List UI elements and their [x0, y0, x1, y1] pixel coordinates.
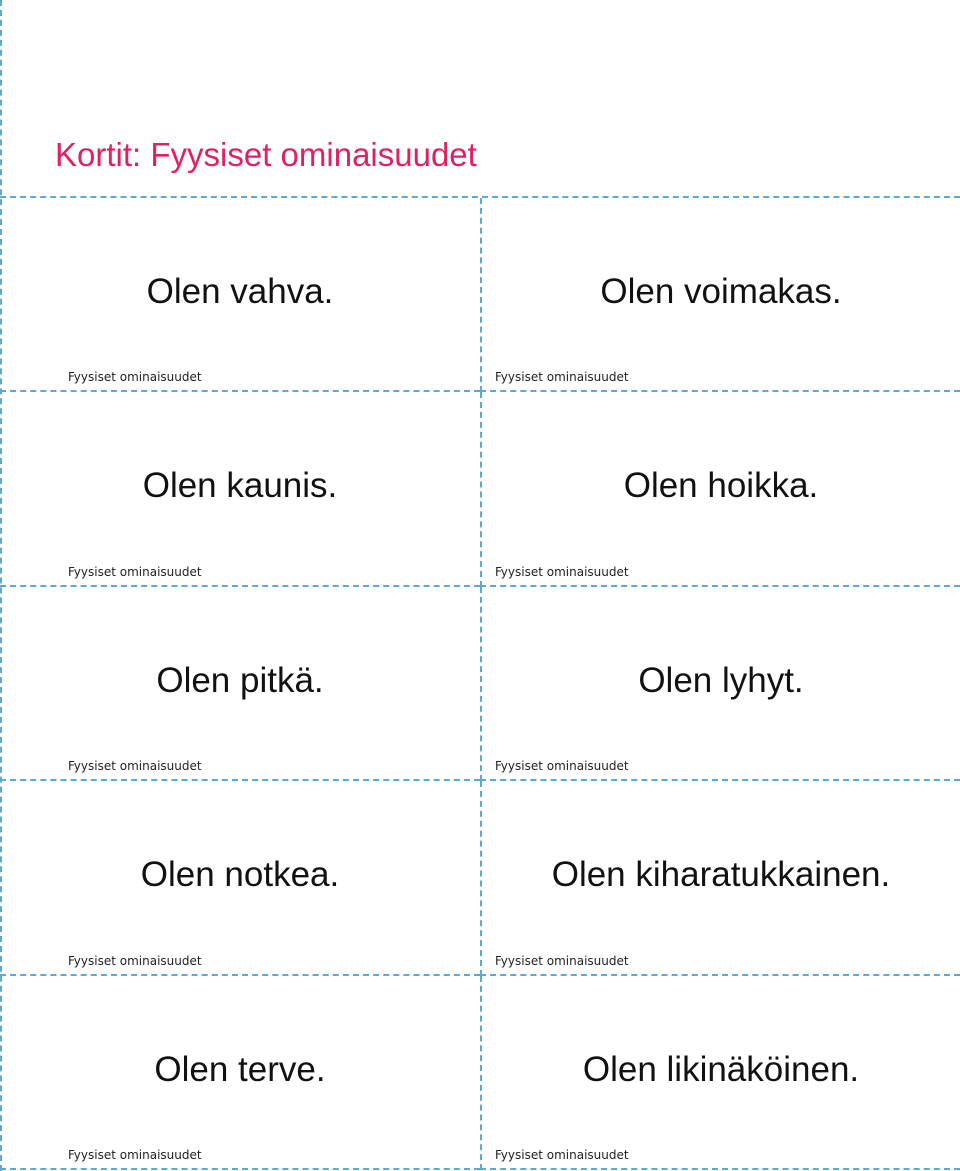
card-text: Olen lyhyt. [638, 660, 804, 700]
card-category-label: Fyysiset ominaisuudet [495, 564, 629, 579]
card-text: Olen terve. [154, 1049, 326, 1089]
card [480, 781, 960, 975]
card [0, 392, 480, 586]
card-text: Olen vahva. [146, 272, 334, 311]
card-text: Olen kaunis. [142, 466, 338, 506]
card-text: Olen hoikka. [623, 466, 819, 506]
card-category-label: Fyysiset ominaisuudet [495, 370, 629, 385]
card-category-label: Fyysiset ominaisuudet [68, 953, 202, 968]
card-category-label: Fyysiset ominaisuudet [68, 759, 202, 774]
card [0, 781, 480, 975]
card [480, 587, 960, 781]
page-title: Kortit: Fyysiset ominaisuudet [55, 136, 477, 173]
card-category-label: Fyysiset ominaisuudet [495, 953, 629, 968]
card-text: Olen notkea. [140, 855, 340, 895]
card-text: Olen voimakas. [600, 272, 842, 311]
card-text: Olen likinäköinen. [582, 1049, 860, 1089]
card-grid [0, 196, 960, 1168]
card-category-label: Fyysiset ominaisuudet [495, 759, 629, 774]
card [0, 587, 480, 781]
card-category-label: Fyysiset ominaisuudet [68, 564, 202, 579]
card-text: Olen pitkä. [156, 660, 324, 700]
card-category-label: Fyysiset ominaisuudet [68, 1147, 202, 1162]
card-category-label: Fyysiset ominaisuudet [68, 370, 202, 385]
card-category-label: Fyysiset ominaisuudet [495, 1147, 629, 1162]
card [480, 976, 960, 1170]
card-text: Olen kiharatukkainen. [551, 855, 891, 895]
card [480, 198, 960, 392]
card [0, 198, 480, 392]
card [0, 976, 480, 1170]
card [480, 392, 960, 586]
